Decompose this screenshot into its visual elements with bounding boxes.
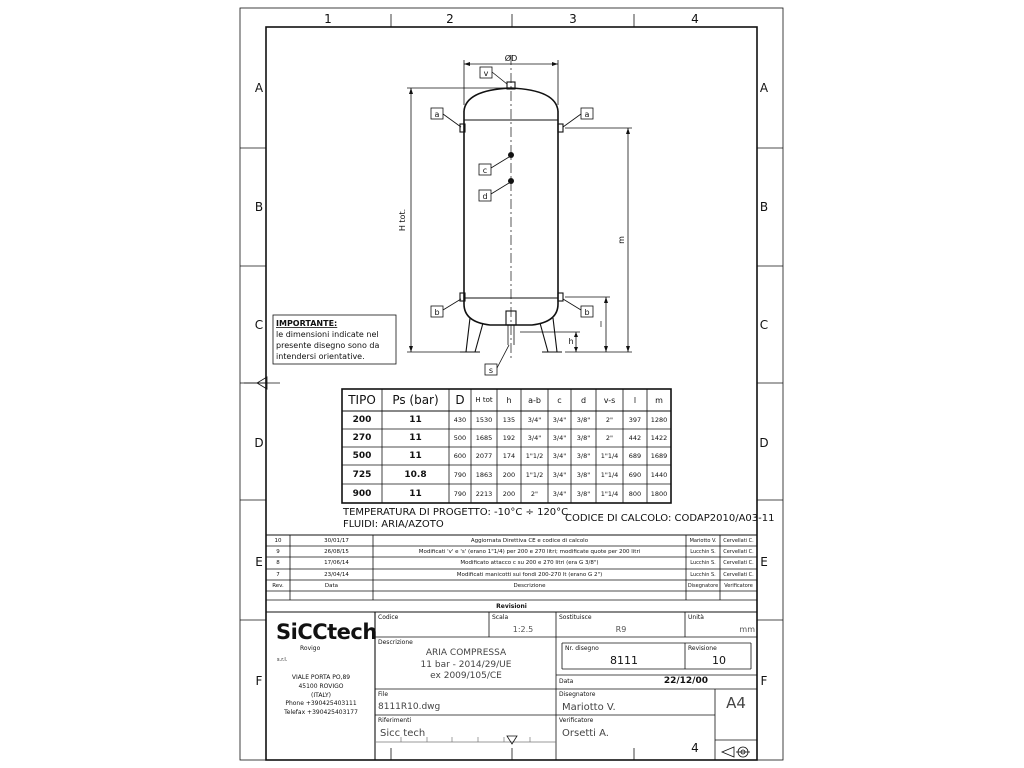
design-temperature: TEMPERATURA DI PROGETTO: -10°C ÷ 120°C (343, 507, 569, 518)
callout-a-left: a (434, 110, 440, 119)
column-markers (324, 12, 699, 760)
revision-checker-1: Cervellati C. (723, 548, 754, 555)
table-cell-r2-c2: 600 (453, 452, 467, 460)
table-cell-r1-c6: 3/4" (552, 434, 567, 442)
centering-arrow-bottom-icon (507, 736, 517, 744)
revision-drawer-0: Mariotto V. (689, 537, 717, 544)
revision-header-desc: Descrizione (513, 582, 546, 589)
callout-a-right: a (584, 110, 590, 119)
revision-desc-1: Modificati 'v' e 's' (erano 1"1/4) per 200 e 270 litri; modificate quote per 200 litri (418, 548, 641, 555)
centering-mark-icon (244, 377, 280, 389)
dim-l-label: l (599, 320, 603, 329)
address-line-3: (ITALY) (311, 691, 331, 699)
revision-date-3: 23/04/14 (324, 571, 349, 578)
revision-drawer-1: Lucchin S. (690, 548, 716, 555)
important-note (273, 315, 396, 364)
table-cell-r4-c0: 900 (352, 488, 372, 499)
revision-drawer-2: Lucchin S. (690, 560, 716, 566)
riferimenti-value: Sicc tech (380, 728, 426, 739)
table-cell-r0-c9: 397 (628, 416, 642, 424)
revision-checker-3: Cervellati C. (723, 571, 754, 578)
table-cell-r3-c6: 3/4" (552, 470, 567, 479)
table-header-3: H tot (475, 396, 493, 404)
table-cell-r1-c8: 2" (605, 434, 614, 442)
table-cell-r4-c2: 790 (453, 489, 467, 498)
revision-date-2: 17/06/14 (324, 560, 349, 566)
table-cell-r1-c4: 192 (502, 434, 516, 442)
projection-symbol-icon (722, 747, 750, 757)
table-cell-r4-c5: 2" (530, 489, 539, 498)
revision-date-0: 30/01/17 (324, 537, 349, 544)
col-label-3: 3 (569, 12, 577, 26)
table-cell-r4-c6: 3/4" (552, 489, 567, 498)
note-title: IMPORTANTE: (276, 319, 338, 328)
table-header-2: D (455, 393, 465, 407)
revision-checker-2: Cervellati C. (723, 560, 754, 566)
row-label-b-right: B (759, 200, 769, 214)
row-label-c-right: C (759, 318, 769, 332)
callout-d: d (482, 192, 488, 201)
codice-label: Codice (378, 614, 399, 621)
tank-drawing (460, 55, 563, 360)
table-cell-r1-c1: 11 (409, 433, 422, 443)
table-cell-r1-c0: 270 (352, 433, 372, 443)
table-cell-r0-c4: 135 (502, 416, 516, 424)
table-cell-r3-c1: 10.8 (404, 469, 427, 480)
table-cell-r2-c9: 689 (628, 452, 642, 460)
inner-frame (266, 27, 757, 760)
revisione-label: Revisione (688, 645, 717, 652)
callouts (431, 67, 593, 375)
dim-m-label: m (617, 236, 626, 244)
revision-rev-0: 10 (274, 537, 282, 544)
revision-header-date: Data (324, 582, 339, 589)
table-cell-r0-c3: 1530 (475, 416, 493, 424)
design-code: CODICE DI CALCOLO: CODAP2010/A03-11 (565, 513, 775, 524)
format-value: A4 (726, 694, 746, 712)
descrizione-line-1: ARIA COMPRESSA (425, 648, 507, 658)
sostituisce-value: R9 (615, 625, 627, 634)
table-cell-r3-c7: 3/8" (576, 470, 591, 479)
table-cell-r2-c8: 1"1/4 (600, 452, 619, 460)
row-markers (240, 81, 783, 688)
revision-desc-0: Aggiornata Direttiva CE e codice di calcolo (470, 537, 589, 544)
table-header-1: Ps (bar) (392, 393, 439, 407)
riferimenti-label: Riferimenti (378, 717, 412, 724)
table-cell-r0-c10: 1280 (650, 416, 668, 424)
revision-desc-2: Modificato attacco c su 200 e 270 litri (era G 3/8") (460, 560, 599, 566)
revision-rev-2: 8 (276, 560, 280, 566)
title-block (375, 612, 757, 760)
table-cell-r3-c0: 725 (352, 469, 372, 480)
row-label-f-right: F (760, 674, 768, 688)
scala-label: Scala (492, 614, 509, 621)
descrizione-line-2: 11 bar - 2014/29/UE (420, 659, 512, 670)
table-cell-r2-c7: 3/8" (576, 452, 591, 460)
file-value: 8111R10.dwg (378, 702, 441, 712)
revision-rev-3: 7 (276, 571, 280, 578)
table-cell-r3-c3: 1863 (475, 470, 493, 479)
address-line-5: Telefax +390425403177 (284, 709, 358, 717)
logo-main-text: SiCCtech (276, 620, 377, 644)
callout-c: c (482, 166, 488, 175)
row-label-a-left: A (254, 81, 264, 95)
table-cell-r3-c8: 1"1/4 (600, 470, 619, 479)
unita-value: mm (739, 625, 755, 634)
table-cell-r2-c1: 11 (409, 451, 422, 461)
file-label: File (378, 691, 389, 698)
address-line-2: 45100 ROVIGO (298, 682, 344, 690)
logo-srl: s.r.l. (277, 657, 288, 663)
table-cell-r2-c10: 1689 (650, 452, 668, 460)
revision-header-checker: Verificatore (724, 582, 753, 589)
table-header-5: a-b (528, 395, 541, 405)
table-cell-r2-c3: 2077 (475, 452, 493, 460)
address-line-1: VIALE PORTA PO,89 (291, 674, 351, 681)
row-label-b-left: B (254, 200, 264, 214)
data-label: Data (559, 678, 574, 685)
revision-date-1: 26/08/15 (324, 548, 349, 555)
col-label-2: 2 (446, 12, 454, 26)
note-line-3: intendersi orientative. (276, 352, 365, 361)
table-cell-r0-c8: 2" (605, 416, 614, 424)
dim-h-label: h (568, 337, 574, 346)
table-cell-r3-c4: 200 (502, 470, 516, 479)
table-cell-r1-c9: 442 (628, 434, 642, 442)
descrizione-line-3: ex 2009/105/CE (430, 671, 502, 681)
table-cell-r4-c4: 200 (502, 489, 516, 498)
dim-htot-label: H tot. (398, 208, 407, 232)
design-info (342, 507, 774, 530)
table-cell-r0-c7: 3/8" (576, 416, 591, 424)
table-cell-r0-c0: 200 (352, 415, 372, 425)
table-cell-r0-c5: 3/4" (527, 416, 542, 424)
nr-disegno-label: Nr. disegno (565, 645, 599, 652)
table-header-8: v-s (603, 395, 616, 405)
table-cell-r4-c7: 3/8" (576, 489, 591, 498)
note-line-1: le dimensioni indicate nel (276, 330, 379, 339)
descrizione-label: Descrizione (378, 639, 413, 646)
revision-drawer-3: Lucchin S. (690, 571, 716, 578)
scala-value: 1:2.5 (512, 625, 534, 634)
table-cell-r3-c5: 1"1/2 (525, 470, 544, 479)
table-cell-r1-c2: 500 (453, 434, 467, 442)
revision-rev-1: 9 (276, 548, 280, 555)
verificatore-label: Verificatore (559, 717, 594, 724)
dimension-table (342, 389, 671, 503)
table-cell-r2-c4: 174 (502, 452, 516, 460)
table-cell-r4-c9: 800 (628, 489, 642, 498)
table-cell-r4-c8: 1"1/4 (600, 489, 619, 498)
row-label-e-left: E (255, 555, 263, 569)
row-label-d-right: D (759, 436, 769, 450)
table-cell-r1-c7: 3/8" (576, 434, 591, 442)
row-label-f-left: F (255, 674, 263, 688)
table-cell-r2-c0: 500 (352, 451, 372, 461)
table-header-7: d (580, 395, 587, 405)
logo-city: Rovigo (300, 645, 321, 652)
table-cell-r4-c3: 2213 (475, 489, 493, 498)
callout-b-left: b (434, 308, 440, 317)
col-label-4-bottom: 4 (691, 741, 699, 755)
table-header-6: c (557, 395, 562, 405)
col-label-1: 1 (324, 12, 332, 26)
row-label-a-right: A (759, 81, 769, 95)
note-line-2: presente disegno sono da (276, 341, 380, 350)
address-line-4: Phone +390425403111 (285, 700, 357, 708)
row-label-c-left: C (254, 318, 264, 332)
revision-desc-3: Modificati manicotti sui fondi 200-270 lt (erano G 2") (456, 571, 603, 578)
nr-disegno-value: 8111 (610, 654, 638, 667)
table-cell-r0-c2: 430 (453, 416, 467, 424)
table-cell-r3-c10: 1440 (650, 470, 668, 479)
unita-label: Unità (688, 614, 704, 621)
revisione-value: 10 (712, 654, 726, 667)
disegnatore-label: Disegnatore (559, 691, 596, 698)
table-header-10: m (655, 395, 663, 405)
table-cell-r0-c6: 3/4" (552, 416, 567, 424)
table-cell-r3-c9: 690 (628, 470, 642, 479)
table-cell-r2-c5: 1"1/2 (525, 452, 544, 460)
table-cell-r1-c10: 1422 (650, 434, 668, 442)
verificatore-value: Orsetti A. (562, 728, 609, 739)
table-header-0: TIPO (348, 393, 376, 407)
table-cell-r2-c6: 3/4" (552, 452, 567, 460)
data-value: 22/12/00 (663, 676, 708, 686)
table-cell-r1-c5: 3/4" (527, 434, 542, 442)
design-fluids: FLUIDI: ARIA/AZOTO (343, 519, 444, 530)
callout-v: v (483, 69, 489, 78)
table-header-9: l (633, 395, 637, 405)
table-header-4: h (506, 395, 512, 405)
table-cell-r0-c1: 11 (409, 415, 422, 425)
disegnatore-value: Mariotto V. (562, 702, 616, 713)
table-cell-r4-c10: 1800 (650, 489, 668, 498)
row-label-e-right: E (760, 555, 768, 569)
revision-checker-0: Cervellati C. (723, 537, 754, 544)
table-cell-r3-c2: 790 (453, 470, 467, 479)
row-label-d-left: D (254, 436, 264, 450)
dimensions (398, 53, 632, 352)
table-cell-r1-c3: 1685 (475, 434, 493, 442)
sostituisce-label: Sostituisce (559, 614, 592, 621)
revision-header-rev: Rev. (272, 582, 284, 589)
outer-frame (240, 8, 783, 760)
revisions-title: Revisioni (496, 602, 527, 610)
callout-s: s (488, 366, 494, 375)
col-label-4: 4 (691, 12, 699, 26)
revisions-table (266, 535, 757, 612)
callout-b-right: b (584, 308, 590, 317)
dim-diameter-label: ØD (504, 54, 518, 63)
revision-header-drawer: Disegnatore (687, 582, 719, 589)
table-cell-r4-c1: 11 (409, 488, 422, 499)
